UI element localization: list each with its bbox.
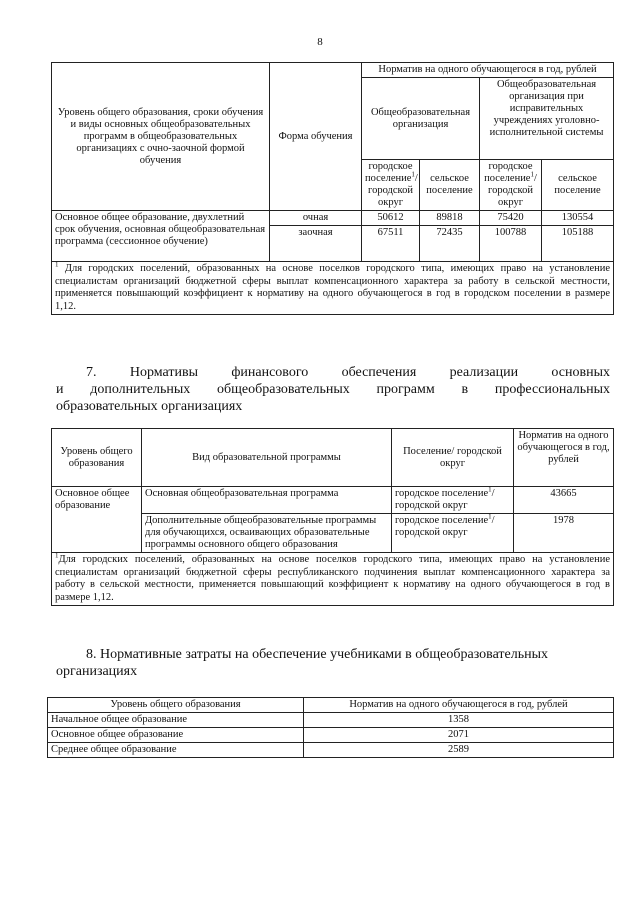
table1-corr-header: Общеобразовательная организация при исправительных учреждениях уголовно-исполнительной системы [480, 78, 614, 160]
table3-value: 1358 [304, 713, 614, 728]
table1-form: заочная [270, 226, 362, 262]
table1-urban-header-1: городское поселение$^1$/ городской округ [362, 160, 420, 211]
table1-col2-header: Форма обучения [270, 63, 362, 211]
table2-program: Дополнительные общеобразовательные программы для обучающихся, осваивающих образовательные программы основного общего образования [142, 514, 392, 553]
section7-title-line2: и дополнительных общеобразовательных программ в профессиональных [56, 382, 610, 397]
table1-rural-header-2: сельское поселение [542, 160, 614, 211]
table1-value: 72435 [420, 226, 480, 262]
table-norms-professional [51, 428, 614, 606]
section8-title-line2: организациях [56, 664, 138, 679]
table-row [48, 713, 614, 728]
table2-footnote: $^1$Для городских поселений, образованных на основе поселков городского типа, имеющих право на установление специалистам организаций бюджетной сферы республиканского подчинения выплат компенсационного характера за работу в сельской местности, применяется повышающий коэффициент к нормативу на одного обучающегося в год в размере 1,12. [52, 553, 614, 606]
table2-value: 43665 [514, 487, 614, 514]
table1-value: 105188 [542, 226, 614, 262]
table3-level: Начальное общее образование [48, 713, 304, 728]
section7-title-line3: образовательных организациях [56, 399, 243, 414]
table2-settlement: городское поселение$^1$/ городской округ [392, 487, 514, 514]
table1-value: 89818 [420, 211, 480, 226]
table2-h2: Вид образовательной программы [142, 429, 392, 487]
table-row [48, 728, 614, 743]
table2-h4: Норматив на одного обучающегося в год, рублей [514, 429, 614, 487]
table3-level: Основное общее образование [48, 728, 304, 743]
section8-title-line1: 8. Нормативные затраты на обеспечение учебниками в общеобразовательных [86, 647, 549, 662]
table1-value: 67511 [362, 226, 420, 262]
table1-row-label: Основное общее образование, двухлетний срок обучения, основная общеобразовательная программа (сессионное обучение) [52, 211, 270, 262]
table-row [52, 211, 614, 226]
table1-urban-header-2: городское поселение$^1$/ городской округ [480, 160, 542, 211]
table2-settlement: городское поселение$^1$/ городской округ [392, 514, 514, 553]
table3-value: 2589 [304, 743, 614, 758]
table3-level: Среднее общее образование [48, 743, 304, 758]
table1-col1-header: Уровень общего образования, сроки обучения и виды основных общеобразовательных программ в общеобразовательных организациях с очно-заочной формой обучения [52, 63, 270, 211]
table3-h2: Норматив на одного обучающегося в год, рублей [304, 698, 614, 713]
table1-norm-header: Норматив на одного обучающегося в год, рублей [362, 63, 614, 78]
table3-h1: Уровень общего образования [48, 698, 304, 713]
section7-title-line1: 7. Нормативы финансового обеспечения реализации основных [86, 365, 610, 380]
table2-value: 1978 [514, 514, 614, 553]
table1-value: 75420 [480, 211, 542, 226]
table2-h1: Уровень общего образования [52, 429, 142, 487]
table-row [52, 487, 614, 514]
table1-value: 100788 [480, 226, 542, 262]
table1-value: 130554 [542, 211, 614, 226]
table-textbooks [47, 697, 614, 758]
table-row [48, 743, 614, 758]
table2-level: Основное общее образование [52, 487, 142, 553]
table3-value: 2071 [304, 728, 614, 743]
table1-value: 50612 [362, 211, 420, 226]
table1-footnote: $^1$ Для городских поселений, образованных на основе поселков городского типа, имеющих право на установление специалистам организаций бюджетной сферы выплат компенсационного характера за работу в сельской местности, применяется повышающий коэффициент к нормативу на одного обучающегося в год в городском поселении в размере 1,12. [52, 262, 614, 315]
table1-form: очная [270, 211, 362, 226]
table-norms-ochno-zaochnaya [51, 62, 614, 315]
page-number: 8 [317, 36, 323, 48]
table2-h3: Поселение/ городской округ [392, 429, 514, 487]
table2-program: Основная общеобразовательная программа [142, 487, 392, 514]
table1-org-header: Общеобразовательная организация [362, 78, 480, 160]
table1-rural-header-1: сельское поселение [420, 160, 480, 211]
